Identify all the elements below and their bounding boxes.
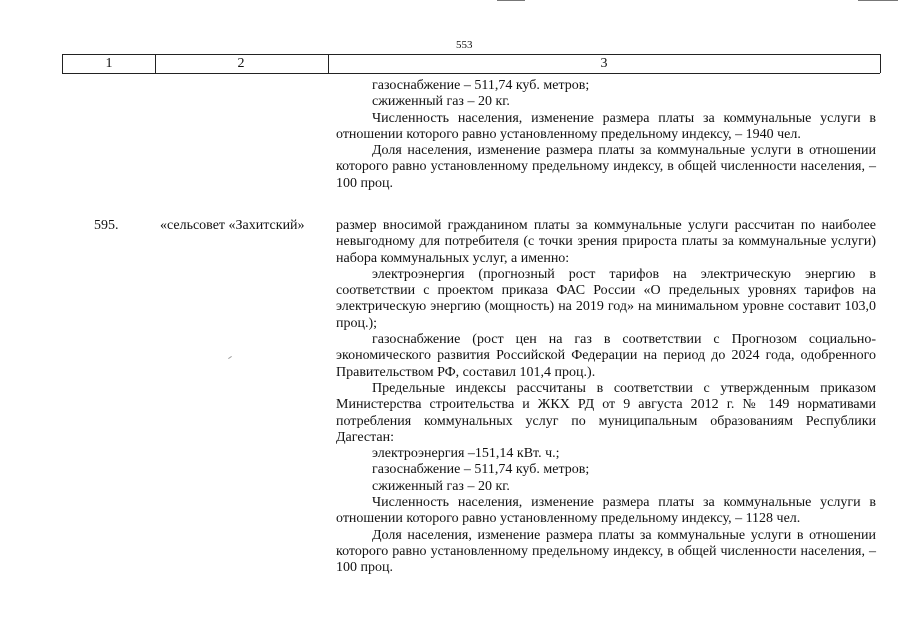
paragraph: Численность населения, изменение размера платы за коммунальные услуги в отношении которого равно установленному предельному индексу, – 1940 чел. — [336, 110, 876, 142]
table-header-top-rule — [62, 54, 880, 55]
entry-number: 595. — [94, 218, 119, 233]
table-header-bottom-rule — [62, 73, 880, 74]
paragraph: Предельные индексы рассчитаны в соответствии с утвержденным приказом Министерства строительства и ЖКХ РД от 9 августа 2012 г. № 149 нормативами потребления коммунальных услуг по муниципальным образованиям Республики Дагестан: — [336, 380, 876, 445]
previous-entry-text — [336, 78, 876, 192]
paragraph: сжиженный газ – 20 кг. — [372, 478, 510, 494]
paragraph: сжиженный газ – 20 кг. — [372, 94, 510, 110]
paragraph: газоснабжение – 511,74 куб. метров; — [372, 462, 590, 478]
column-number-2: 2 — [237, 56, 245, 71]
column-number-1: 1 — [105, 56, 113, 71]
column-number-3: 3 — [600, 56, 608, 71]
paragraph: Доля населения, изменение размера платы за коммунальные услуги в отношении которого равно установленному предельному индексу, в общей численности населения, – 100 проц. — [336, 143, 876, 191]
scan-edge-mark — [497, 0, 525, 1]
entry-description-text — [336, 218, 876, 577]
table-divider-2 — [328, 54, 329, 73]
paragraph: газоснабжение (рост цен на газ в соответствии с Прогнозом социально-экономического развития Российской Федерации на период до 2024 года, одобренного Правительством РФ, составил 101,4 проц.). — [336, 332, 876, 380]
paragraph: Доля населения, изменение размера платы за коммунальные услуги в отношении которого равно установленному предельному индексу, в общей численности населения, – 100 проц. — [336, 527, 876, 576]
scan-edge-mark — [858, 0, 898, 1]
paragraph: электроэнергия –151,14 кВт. ч.; — [372, 446, 560, 462]
paragraph: газоснабжение – 511,74 куб. метров; — [372, 78, 590, 93]
municipality-name: «сельсовет «Захитский» — [160, 218, 305, 233]
table-border-right — [880, 54, 881, 73]
paragraph: Численность населения, изменение размера платы за коммунальные услуги в отношении которого равно установленному предельному индексу, – 1128 чел. — [336, 495, 876, 527]
table-border-left — [62, 54, 63, 73]
table-divider-1 — [155, 54, 156, 73]
paragraph: электроэнергия (прогнозный рост тарифов на электрическую энергию в соответствии с проектом приказа ФАС России «О предельных уровнях тарифов на электрическую энергию (мощность) на 2019 год» на минимальном уровне составит 103,0 проц.); — [336, 266, 876, 331]
scan-speck — [228, 356, 232, 359]
page-number: 553 — [456, 39, 473, 51]
paragraph: размер вносимой гражданином платы за коммунальные услуги рассчитан по наиболее невыгодному для потребителя (с точки зрения прироста платы за коммунальные услуги) набора коммунальных услуг, а именно: — [336, 218, 876, 266]
